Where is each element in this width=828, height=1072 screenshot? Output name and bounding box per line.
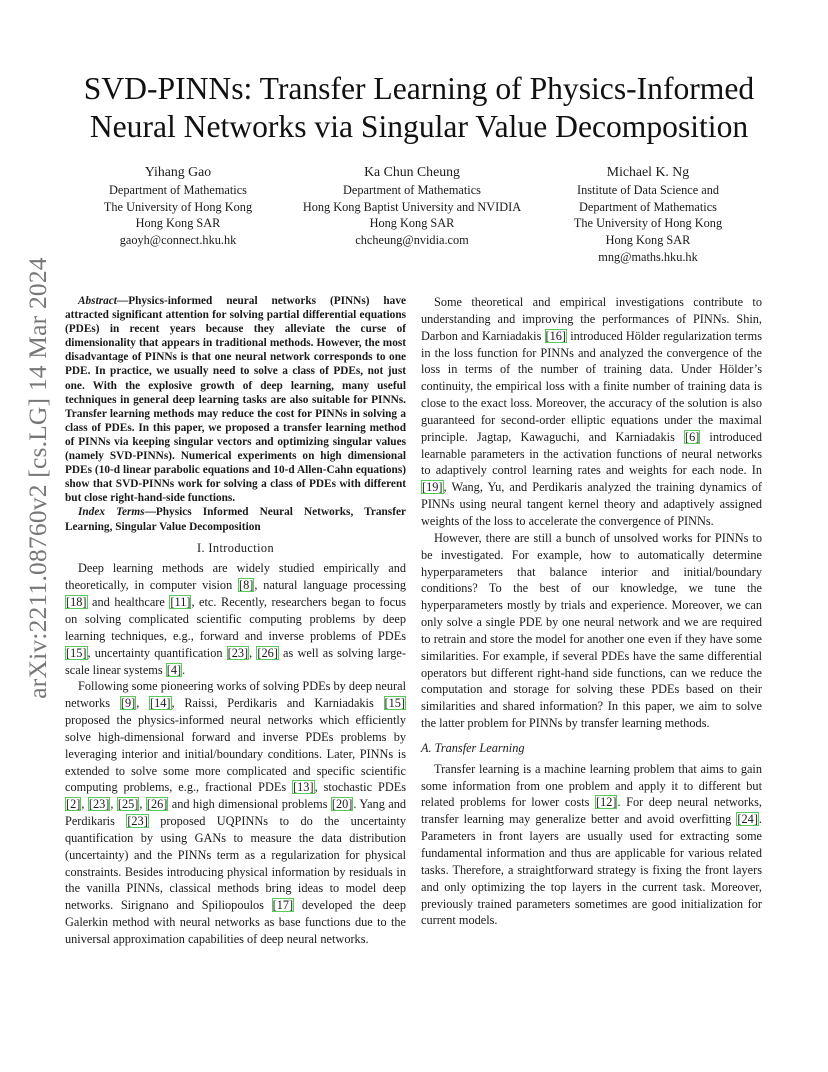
text-run: Deep learning methods are widely studied empirically and theoretically, in computer vision — [65, 561, 406, 593]
index-terms — [65, 505, 406, 533]
citation-link[interactable]: [6] — [684, 429, 700, 444]
arxiv-id-text: arXiv:2211.08760v2 [cs.LG] 14 Mar 2024 — [23, 256, 52, 699]
citation-link[interactable]: [14] — [150, 696, 171, 711]
author-affiliation: Hong Kong SAR — [135, 216, 221, 231]
paragraph — [421, 761, 762, 929]
text-run: , Wang, Yu, and Perdikaris analyzed the training dynamics of PINNs using neural tangent kernel theory and adaptively assigned weights of the loss to accelerate the convergence of PINNs. — [421, 480, 762, 528]
text-run: . For deep neural networks, transfer learning may generalize better and avoid overfitting — [421, 795, 762, 827]
author-name: Ka Chun Cheung — [364, 164, 460, 179]
text-run: Transfer learning is a machine learning problem that aims to gain some information from one problem and apply it to different but related problems for lower costs — [421, 761, 762, 810]
section-heading-introduction: I. Introduction — [196, 540, 275, 555]
author-affiliation: Hong Kong SAR — [369, 216, 455, 231]
citation-link[interactable]: [2] — [66, 797, 81, 812]
citation-link[interactable]: [18] — [66, 595, 87, 610]
text-run: , — [110, 797, 117, 812]
text-run: However, there are still a bunch of unsolved works for PINNs to be investigated. For example, how to automatically determine hyperparameters that balance interior and initial/boundary conditions? To the best of our knowledge, we tune the hyperparameters mostly by trials and experience. Moreover, we can only solve a single PDE by one neural network and we are required to retrain and store the model for another one even if they have some similarities. For example, if several PDEs have the same differential operators but different right-hand side functions, can we reduce the computation and storage for solving these PDEs based on their similarities and shared information? In this paper, we aim to solve the latter problem for PINNs by transfer learning methods. — [421, 530, 762, 731]
text-run: and high dimensional problems — [168, 797, 331, 812]
citation-link[interactable]: [20] — [331, 797, 353, 812]
citation-link[interactable]: [13] — [293, 780, 314, 795]
citation-link[interactable]: [26] — [146, 797, 168, 812]
citation-link[interactable]: [23] — [88, 797, 110, 812]
citation-link[interactable]: [8] — [239, 578, 254, 593]
author-affiliation: Hong Kong SAR — [605, 233, 691, 248]
text-run: , etc. Recently, researchers began to focus on solving complicated scientific computing problems by deep learning techniques, e.g., forward and inverse problems of PDEs — [65, 595, 407, 643]
text-run: , Raissi, Perdikaris and Karniadakis — [171, 696, 384, 711]
paragraph — [65, 560, 406, 678]
text-run: , natural language processing — [254, 578, 406, 593]
citation-link[interactable]: [4] — [166, 662, 182, 677]
citation-link[interactable]: [25] — [117, 797, 139, 812]
text-run: as well as solving large-scale linear systems — [65, 645, 406, 677]
text-run: , — [81, 797, 88, 812]
text-run: , — [249, 645, 257, 660]
citation-link[interactable]: [26] — [257, 645, 278, 660]
citation-link[interactable]: [11] — [170, 595, 191, 610]
author-email: mng@maths.hku.hk — [598, 249, 698, 264]
citation-link[interactable]: [23] — [227, 645, 249, 660]
citation-link[interactable]: [19] — [422, 480, 443, 495]
text-run: proposed UQPINNs to do the uncertainty quantification by using GANs to measure the data distribution (uncertainty) and the PINNs term as a regularization for physical constraints. Besides introducing physical information by residuals in the vanilla PINNs, classical methods bring ideas to model deep networks. Sirignano and Spiliopoulos — [65, 814, 406, 913]
citation-link[interactable]: [17] — [272, 898, 294, 913]
title-line-2: Neural Networks via Singular Value Decomposition — [89, 109, 749, 144]
author-1 — [48, 164, 308, 249]
text-run: Following some pioneering works of solving PDEs by deep neural networks — [65, 679, 406, 711]
author-name: Michael K. Ng — [606, 164, 690, 179]
text-run: Some theoretical and empirical investigations contribute to understanding and improving the performances of PINNs. Shin, Darbon and Karniadakis — [421, 295, 762, 343]
abstract-text: —Physics-informed neural networks (PINNs) have attracted significant attention for solving partial differential equations (PDEs) in recent years because they alleviate the curse of dimensionality that appears in traditional methods. However, the most disadvantage of PINNs is that one neural network corresponds to one PDE. In practice, we usually need to solve a class of PDEs, not just one. With the explosive growth of deep learning, many useful techniques in general deep learning tasks are also suitable for PINNs. Transfer learning methods may reduce the cost for PINNs in solving a class of PDEs. In this paper, we proposed a transfer learning method of PINNs via keeping singular vectors and optimizing singular values (namely SVD-PINNs). Numerical experiments on high dimensional PDEs (10-d linear parabolic equations and 10-d Allen-Cahn equations) show that SVD-PINNs work for solving a class of PDEs with different but close right-hand-side functions. — [65, 295, 406, 505]
author-email: chcheung@nvidia.com — [355, 233, 469, 248]
text-run: . Parameters in front layers are usually used for extracting some fundamental information and thus are applicable for various related tasks. Therefore, a straightforward strategy is fixing the front layers and only optimizing the top layers in the current task. Moreover, previously trained parameters sometimes are good initialization for current models. — [421, 812, 762, 928]
citation-link[interactable]: [15] — [384, 696, 405, 711]
author-affiliation: Hong Kong Baptist University and NVIDIA — [302, 199, 522, 214]
author-email: gaoyh@connect.hku.hk — [119, 233, 237, 248]
text-run: and healthcare — [87, 595, 170, 610]
abstract-label: Abstract — [78, 295, 117, 307]
citation-link[interactable]: [9] — [120, 696, 136, 711]
text-run: , uncertainty quantification — [87, 645, 227, 660]
text-run: introduced Hölder regularization terms in the loss function for PINNs and analyzed the convergence of the loss in terms of the number of training data. Under Hölder’s continuity, the empirical loss with a finite number of training data is close to the exact loss. Moreover, the accuracy of the solution is also guaranteed for second-order elliptic equations under the maximal principle. Jagtap, Kawaguchi, and Karniadakis — [421, 328, 762, 444]
right-column — [421, 294, 762, 929]
text-run: , — [139, 797, 146, 812]
citation-link[interactable]: [16] — [545, 328, 567, 343]
paragraph — [421, 530, 762, 732]
author-affiliation: Institute of Data Science and — [576, 182, 720, 197]
author-affiliation: Department of Mathematics — [343, 182, 481, 197]
citation-link[interactable]: [24] — [737, 812, 758, 827]
text-run: proposed the physics-informed neural networks which efficiently solve high-dimensional forward and inverse PDEs problems by leveraging interior and initial/boundary conditions. Later, PINNs is extended to solve some more complicated and specific scientific computing problems, e.g., fractional PDEs — [65, 713, 406, 795]
paragraph — [65, 678, 406, 948]
text-run: introduced learnable parameters in the activation functions of neural networks to adaptively control learning rates and weights for each node. In — [421, 429, 762, 478]
text-run: . Yang and Perdikaris — [65, 797, 407, 829]
text-run: , — [136, 696, 150, 711]
index-terms-text: —Physics Informed Neural Networks, Transfer Learning, Singular Value Decomposition — [65, 506, 406, 533]
author-affiliation: Department of Mathematics — [579, 199, 717, 214]
author-block — [0, 164, 828, 264]
left-column — [65, 294, 406, 948]
text-run: developed the deep Galerkin method with neural networks as base functions due to the universal approximation capabilities of deep neural networks. — [65, 898, 406, 946]
author-affiliation: Department of Mathematics — [109, 182, 247, 197]
author-2 — [282, 164, 542, 249]
text-run: , stochastic PDEs — [314, 780, 407, 795]
paper-title — [50, 70, 788, 146]
text-run: . — [182, 662, 186, 677]
abstract — [65, 294, 406, 505]
citation-link[interactable]: [12] — [595, 795, 617, 810]
title-line-1: SVD-PINNs: Transfer Learning of Physics-Informed — [83, 71, 755, 106]
author-affiliation: The University of Hong Kong — [573, 216, 723, 231]
arxiv-side-identifier — [22, 256, 54, 699]
citation-link[interactable]: [23] — [127, 814, 148, 829]
author-affiliation: The University of Hong Kong — [103, 199, 253, 214]
index-terms-label: Index Terms — [78, 506, 145, 519]
citation-link[interactable]: [15] — [66, 645, 87, 660]
subsection-heading-transfer-learning: A. Transfer Learning — [421, 740, 525, 755]
author-3 — [518, 164, 778, 266]
author-name: Yihang Gao — [144, 164, 212, 179]
paragraph — [421, 294, 762, 530]
